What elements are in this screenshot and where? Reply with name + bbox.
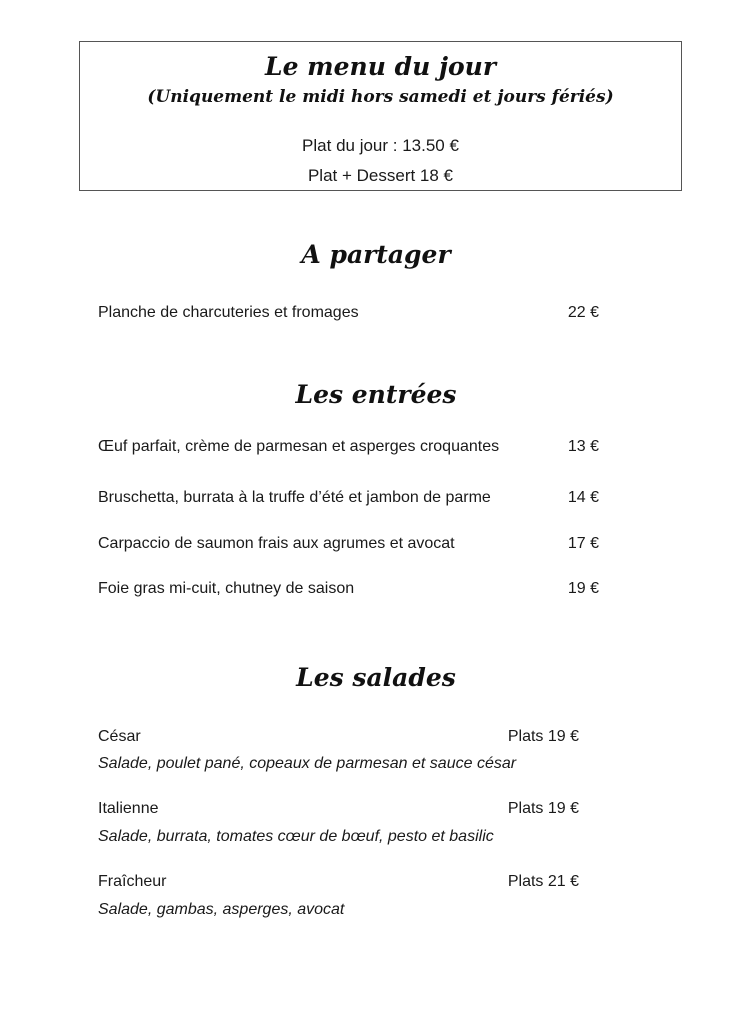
menu-item-price: 13 € [567,438,599,455]
plat-dessert-price: Plat + Dessert 18 € [307,166,454,185]
menu-item-price: 19 € [567,580,599,597]
salad-name: Italienne [98,800,159,817]
menu-item-name: Carpaccio de saumon frais aux agrumes et avocat [98,535,455,552]
menu-item-name: Planche de charcuteries et fromages [98,304,359,321]
plat-du-jour-price: Plat du jour : 13.50 € [302,136,459,155]
menu-du-jour-title: Le menu du jour [264,52,497,81]
menu-item-price: 14 € [567,489,599,506]
salad-description: Salade, poulet pané, copeaux de parmesan et sauce césar [98,755,517,772]
salad-name: Fraîcheur [98,873,167,890]
section-title-partager: A partager [301,240,451,269]
menu-item-price: 17 € [567,535,599,552]
menu-du-jour-subtitle: (Uniquement le midi hors samedi et jours fériés) [147,87,614,107]
menu-item-name: Œuf parfait, crème de parmesan et asperges croquantes [98,438,500,455]
salad-description: Salade, gambas, asperges, avocat [98,901,345,918]
menu-item-name: Foie gras mi-cuit, chutney de saison [98,580,355,597]
menu-item-name: Bruschetta, burrata à la truffe d’été et jambon de parme [98,489,491,506]
salad-price: Plats 21 € [507,873,579,890]
salad-name: César [98,728,141,745]
salad-description: Salade, burrata, tomates cœur de bœuf, pesto et basilic [98,828,494,845]
section-title-entrees: Les entrées [295,380,457,409]
menu-item-price: 22 € [567,304,599,321]
salad-price: Plats 19 € [507,800,579,817]
menu-du-jour-box [79,41,682,191]
salad-price: Plats 19 € [507,728,579,745]
section-title-salades: Les salades [296,663,456,692]
